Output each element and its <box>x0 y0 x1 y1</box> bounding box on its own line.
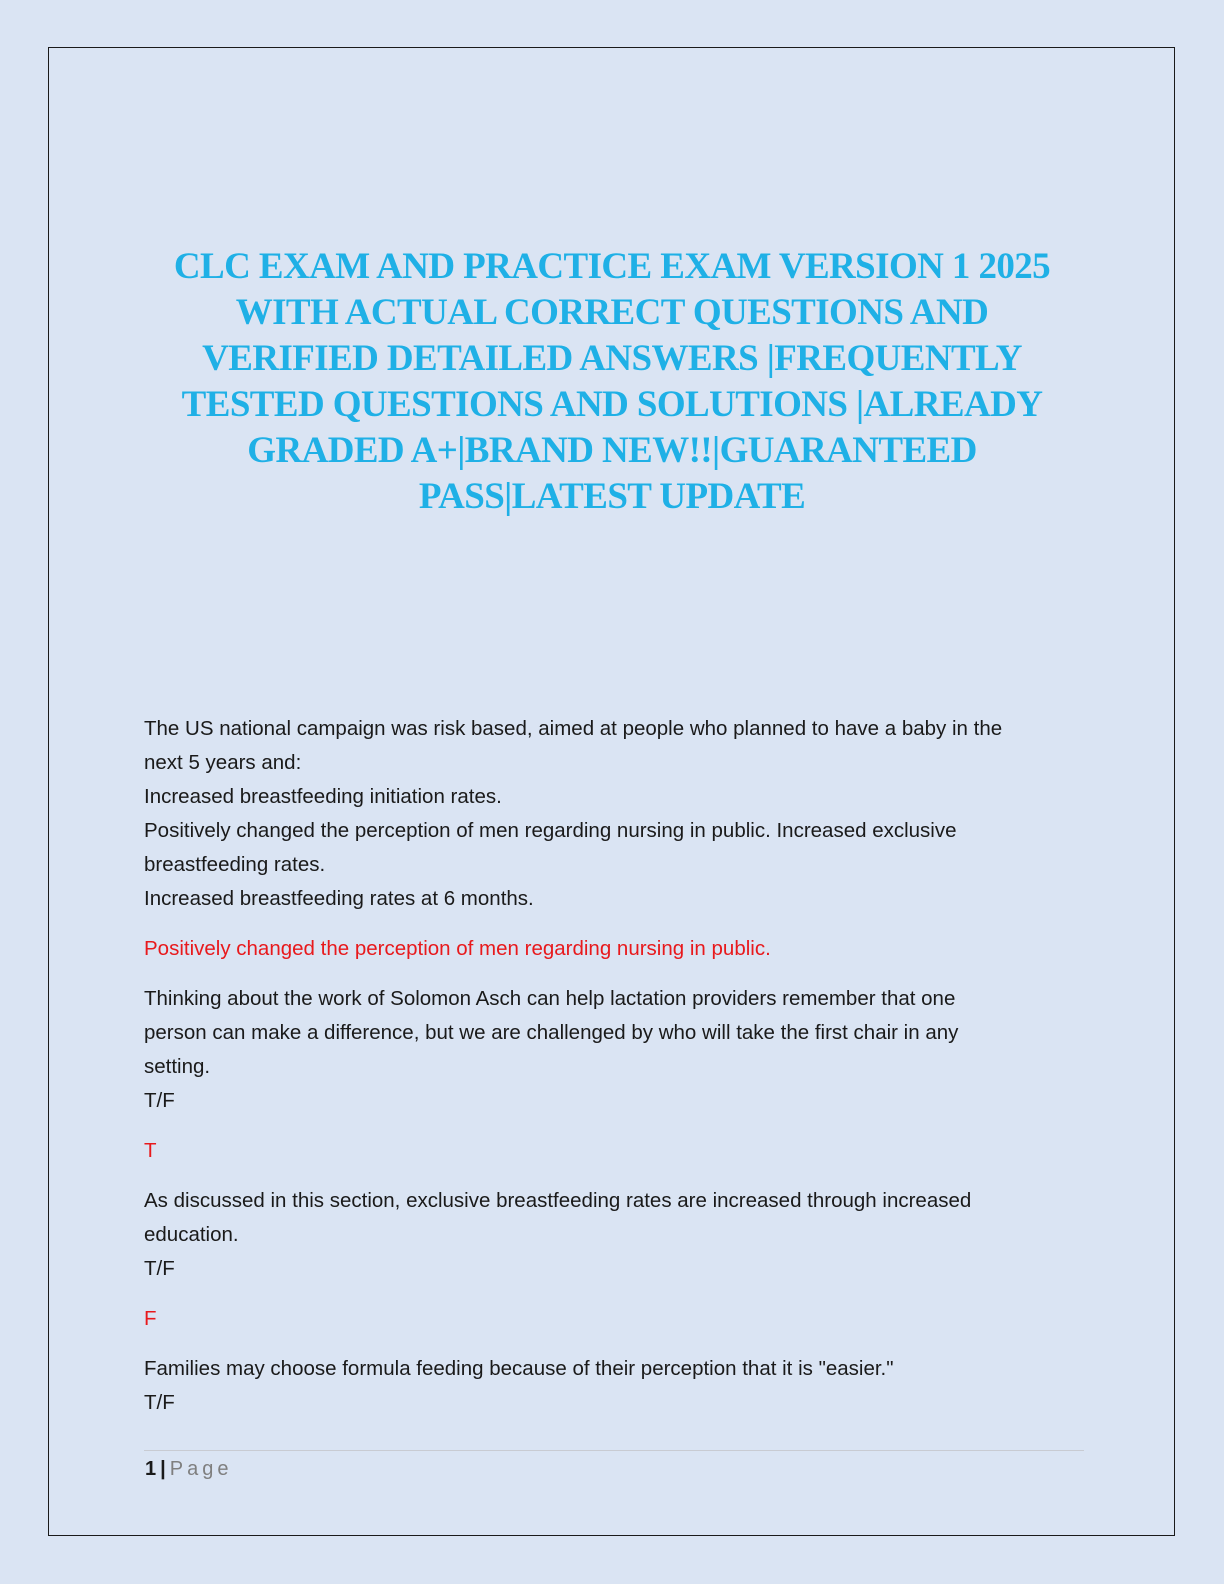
question-text: next 5 years and: <box>144 751 302 774</box>
title-line: WITH ACTUAL CORRECT QUESTIONS AND <box>235 292 989 333</box>
title-line: VERIFIED DETAILED ANSWERS |FREQUENTLY <box>202 338 1022 379</box>
question-2 <box>144 982 1084 1118</box>
answer-3 <box>144 1302 1084 1336</box>
footer-separator: | <box>160 1458 166 1480</box>
title-line: GRADED A+|BRAND NEW!!|GUARANTEED <box>247 430 977 471</box>
true-false-prompt: T/F <box>144 1089 175 1112</box>
question-text: Families may choose formula feeding because of their perception that it is "easier." <box>144 1357 894 1380</box>
question-3 <box>144 1184 1084 1286</box>
answer-text: F <box>144 1307 157 1330</box>
page-footer <box>145 1456 232 1482</box>
question-text: As discussed in this section, exclusive breastfeeding rates are increased through increased <box>144 1189 972 1212</box>
footer-divider <box>144 1450 1084 1451</box>
question-option: Increased breastfeeding initiation rates. <box>144 785 502 808</box>
question-option: breastfeeding rates. <box>144 853 326 876</box>
page-number: 1 <box>145 1458 157 1480</box>
answer-1 <box>144 932 1084 966</box>
question-text: person can make a difference, but we are challenged by who will take the first chair in any <box>144 1021 959 1044</box>
question-1 <box>144 712 1084 916</box>
question-option: Positively changed the perception of men regarding nursing in public. Increased exclusive <box>144 819 957 842</box>
answer-2 <box>144 1134 1084 1168</box>
title-line: PASS|LATEST UPDATE <box>418 476 806 517</box>
question-text: Thinking about the work of Solomon Asch can help lactation providers remember that one <box>144 987 956 1010</box>
title-line: TESTED QUESTIONS AND SOLUTIONS |ALREADY <box>181 384 1043 425</box>
question-text: The US national campaign was risk based, aimed at people who planned to have a baby in the <box>144 717 1003 740</box>
title-line: CLC EXAM AND PRACTICE EXAM VERSION 1 2025 <box>173 246 1051 287</box>
answer-text: Positively changed the perception of men regarding nursing in public. <box>144 937 771 960</box>
true-false-prompt: T/F <box>144 1257 175 1280</box>
question-4 <box>144 1352 1084 1420</box>
answer-text: T <box>144 1139 157 1162</box>
question-text: setting. <box>144 1055 211 1078</box>
question-text: education. <box>144 1223 239 1246</box>
true-false-prompt: T/F <box>144 1391 175 1414</box>
question-list <box>144 712 1084 1436</box>
question-option: Increased breastfeeding rates at 6 months. <box>144 887 534 910</box>
page-label: Page <box>169 1458 233 1480</box>
document-title <box>120 244 1104 520</box>
